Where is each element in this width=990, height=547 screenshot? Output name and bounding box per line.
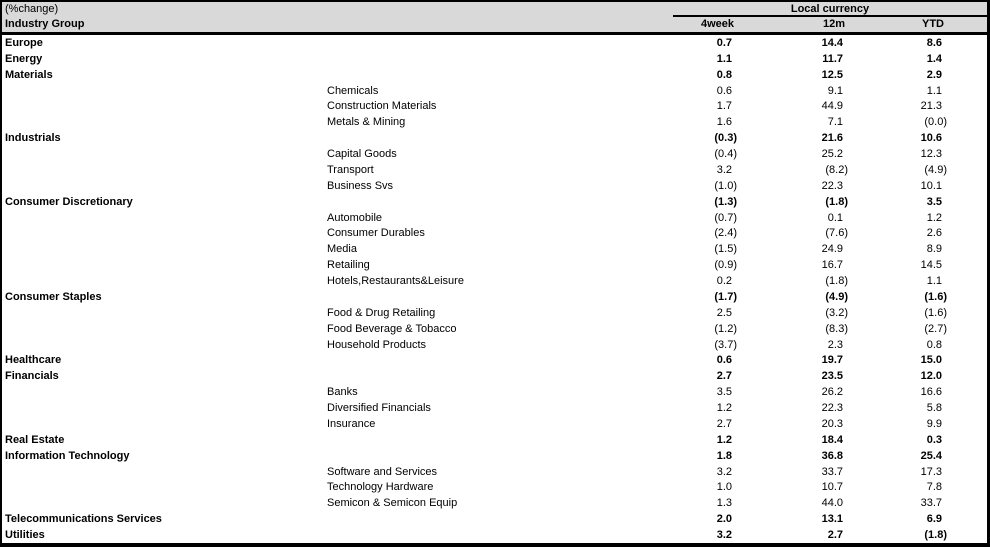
value-4week: 2.0 — [716, 513, 732, 526]
value-ytd: (4.9) — [924, 163, 947, 176]
table-row — [2, 162, 987, 178]
value-ytd: 2.9 — [926, 68, 942, 81]
value-4week: 2.7 — [716, 370, 732, 383]
col-header-ytd: YTD — [922, 18, 944, 30]
value-ytd: 8.9 — [926, 243, 942, 256]
industry-group-header: Industry Group — [5, 18, 85, 30]
value-12m: (8.2) — [825, 163, 848, 176]
value-ytd: (0.0) — [924, 116, 947, 129]
value-4week: (0.3) — [714, 132, 737, 145]
value-ytd: 16.6 — [920, 386, 942, 399]
value-ytd: 15.0 — [920, 354, 942, 367]
row-label: Banks — [327, 386, 358, 399]
row-label: Chemicals — [327, 84, 379, 97]
value-4week: 1.2 — [716, 433, 732, 446]
value-12m: 18.4 — [821, 433, 843, 446]
value-4week: 0.6 — [716, 84, 732, 97]
col-header-12m: 12m — [822, 18, 845, 30]
row-label: Food & Drug Retailing — [327, 306, 436, 319]
value-4week: 0.7 — [716, 36, 732, 49]
table-row — [2, 178, 987, 194]
row-label: Insurance — [327, 417, 376, 430]
value-12m: 22.3 — [821, 402, 843, 415]
value-ytd: 1.2 — [926, 211, 942, 224]
value-12m: 10.7 — [821, 481, 843, 494]
table-row — [2, 273, 987, 289]
value-ytd: 14.5 — [920, 259, 942, 272]
value-ytd: 10.1 — [920, 179, 942, 192]
table-row — [2, 337, 987, 353]
table-row — [2, 305, 987, 321]
value-12m: 13.1 — [821, 513, 843, 526]
table-row — [2, 400, 987, 416]
value-ytd: 33.7 — [920, 497, 942, 510]
value-12m: 24.9 — [821, 243, 843, 256]
value-12m: 26.2 — [821, 386, 843, 399]
row-label: Consumer Discretionary — [5, 195, 133, 208]
value-ytd: 9.9 — [926, 417, 942, 430]
value-4week: (3.7) — [714, 338, 737, 351]
table-header — [2, 2, 987, 35]
row-label: Industrials — [5, 132, 61, 145]
table-row — [2, 368, 987, 384]
value-4week: 3.2 — [716, 163, 732, 176]
row-label: Utilities — [5, 529, 45, 542]
table-row — [2, 321, 987, 337]
value-4week: (0.9) — [714, 259, 737, 272]
value-ytd: 1.1 — [926, 84, 942, 97]
value-ytd: 8.6 — [926, 36, 942, 49]
table-row — [2, 464, 987, 480]
col-header-4week: 4week — [700, 18, 734, 30]
table-row — [2, 480, 987, 496]
value-12m: (4.9) — [825, 290, 848, 303]
value-ytd: (1.6) — [924, 306, 947, 319]
percent-change-label: (%change) — [5, 3, 59, 15]
value-ytd: 0.8 — [926, 338, 942, 351]
row-label: Financials — [5, 370, 59, 383]
local-currency-header: Local currency — [673, 2, 987, 17]
table-row — [2, 146, 987, 162]
row-label: Energy — [5, 52, 43, 65]
value-12m: (1.8) — [825, 195, 848, 208]
value-4week: 1.2 — [716, 402, 732, 415]
row-label: Materials — [5, 68, 53, 81]
value-12m: 11.7 — [822, 52, 843, 65]
row-label: Retailing — [327, 259, 370, 272]
table-row — [2, 35, 987, 51]
value-12m: 21.6 — [821, 132, 843, 145]
value-12m: 33.7 — [821, 465, 843, 478]
value-4week: 1.7 — [716, 100, 732, 113]
row-label: Healthcare — [5, 354, 62, 367]
table-body — [2, 35, 987, 543]
value-ytd: (1.8) — [924, 529, 947, 542]
table-row — [2, 257, 987, 273]
value-12m: (8.3) — [825, 322, 848, 335]
table-row — [2, 99, 987, 115]
table-row — [2, 194, 987, 210]
row-label: Media — [327, 243, 357, 256]
value-ytd: 6.9 — [926, 513, 942, 526]
value-4week: 1.1 — [716, 52, 732, 65]
value-4week: 1.3 — [716, 497, 732, 510]
row-label: Business Svs — [327, 179, 394, 192]
value-ytd: (1.6) — [924, 290, 947, 303]
value-12m: 7.1 — [827, 116, 843, 129]
row-label: Construction Materials — [327, 100, 437, 113]
table-row — [2, 210, 987, 226]
value-4week: 2.5 — [716, 306, 732, 319]
table-row — [2, 130, 987, 146]
value-ytd: 10.6 — [920, 132, 942, 145]
value-12m: 23.5 — [821, 370, 843, 383]
row-label: Diversified Financials — [327, 402, 431, 415]
row-label: Semicon & Semicon Equip — [327, 497, 458, 510]
row-label: Household Products — [327, 338, 427, 351]
row-label: Consumer Staples — [5, 290, 102, 303]
value-4week: 1.8 — [716, 449, 732, 462]
value-4week: 0.6 — [716, 354, 732, 367]
value-4week: 3.2 — [716, 529, 732, 542]
value-ytd: 17.3 — [920, 465, 942, 478]
row-label: Capital Goods — [327, 148, 397, 161]
row-label: Automobile — [327, 211, 383, 224]
row-label: Technology Hardware — [327, 481, 434, 494]
value-12m: 44.0 — [821, 497, 843, 510]
value-ytd: 5.8 — [926, 402, 942, 415]
value-12m: 0.1 — [827, 211, 843, 224]
value-4week: (1.5) — [714, 243, 737, 256]
value-12m: 2.7 — [827, 529, 843, 542]
value-4week: 3.2 — [716, 465, 732, 478]
row-label: Hotels,Restaurants&Leisure — [327, 275, 464, 288]
row-label: Europe — [5, 36, 43, 49]
table-row — [2, 448, 987, 464]
header-row-top — [2, 2, 987, 17]
value-4week: 1.0 — [716, 481, 732, 494]
table-row — [2, 527, 987, 543]
row-label: Consumer Durables — [327, 227, 425, 240]
value-4week: 1.6 — [716, 116, 732, 129]
value-12m: 2.3 — [827, 338, 843, 351]
table-row — [2, 511, 987, 527]
table-row — [2, 114, 987, 130]
value-ytd: 2.6 — [926, 227, 942, 240]
value-12m: (7.6) — [825, 227, 848, 240]
table-row — [2, 51, 987, 67]
value-4week: (1.0) — [714, 179, 737, 192]
row-label: Software and Services — [327, 465, 438, 478]
value-ytd: (2.7) — [924, 322, 947, 335]
value-12m: (1.8) — [825, 275, 848, 288]
row-label: Metals & Mining — [327, 116, 406, 129]
value-4week: (1.2) — [714, 322, 737, 335]
value-4week: 2.7 — [716, 417, 732, 430]
value-12m: 14.4 — [821, 36, 843, 49]
value-12m: 16.7 — [821, 259, 843, 272]
value-12m: 9.1 — [827, 84, 843, 97]
value-12m: (3.2) — [825, 306, 848, 319]
row-label: Transport — [327, 163, 374, 176]
value-ytd: 12.0 — [920, 370, 942, 383]
table-row — [2, 353, 987, 369]
value-12m: 19.7 — [821, 354, 843, 367]
table-row — [2, 495, 987, 511]
value-12m: 44.9 — [821, 100, 843, 113]
value-4week: (2.4) — [714, 227, 737, 240]
table-row — [2, 384, 987, 400]
value-ytd: 3.5 — [926, 195, 942, 208]
table-row — [2, 289, 987, 305]
row-label: Information Technology — [5, 449, 130, 462]
table-row — [2, 241, 987, 257]
value-12m: 25.2 — [821, 148, 843, 161]
value-ytd: 1.1 — [926, 275, 942, 288]
value-12m: 12.5 — [821, 68, 843, 81]
header-row-columns — [2, 17, 987, 32]
table-row — [2, 416, 987, 432]
value-ytd: 21.3 — [920, 100, 942, 113]
table-row — [2, 432, 987, 448]
value-4week: (1.3) — [714, 195, 737, 208]
table-row — [2, 226, 987, 242]
value-4week: 0.2 — [716, 275, 732, 288]
value-ytd: 7.8 — [926, 481, 942, 494]
value-4week: (1.7) — [714, 290, 737, 303]
row-label: Real Estate — [5, 433, 65, 446]
row-label: Telecommunications Services — [5, 513, 162, 526]
table-row — [2, 67, 987, 83]
value-ytd: 1.4 — [926, 52, 942, 65]
value-ytd: 25.4 — [920, 449, 942, 462]
value-ytd: 12.3 — [920, 148, 942, 161]
value-12m: 36.8 — [821, 449, 843, 462]
value-4week: (0.7) — [714, 211, 737, 224]
table-row — [2, 83, 987, 99]
row-label: Food Beverage & Tobacco — [327, 322, 457, 335]
value-12m: 20.3 — [821, 417, 843, 430]
value-4week: 3.5 — [716, 386, 732, 399]
value-4week: 0.8 — [716, 68, 732, 81]
value-ytd: 0.3 — [926, 433, 942, 446]
value-4week: (0.4) — [714, 148, 737, 161]
value-12m: 22.3 — [821, 179, 843, 192]
